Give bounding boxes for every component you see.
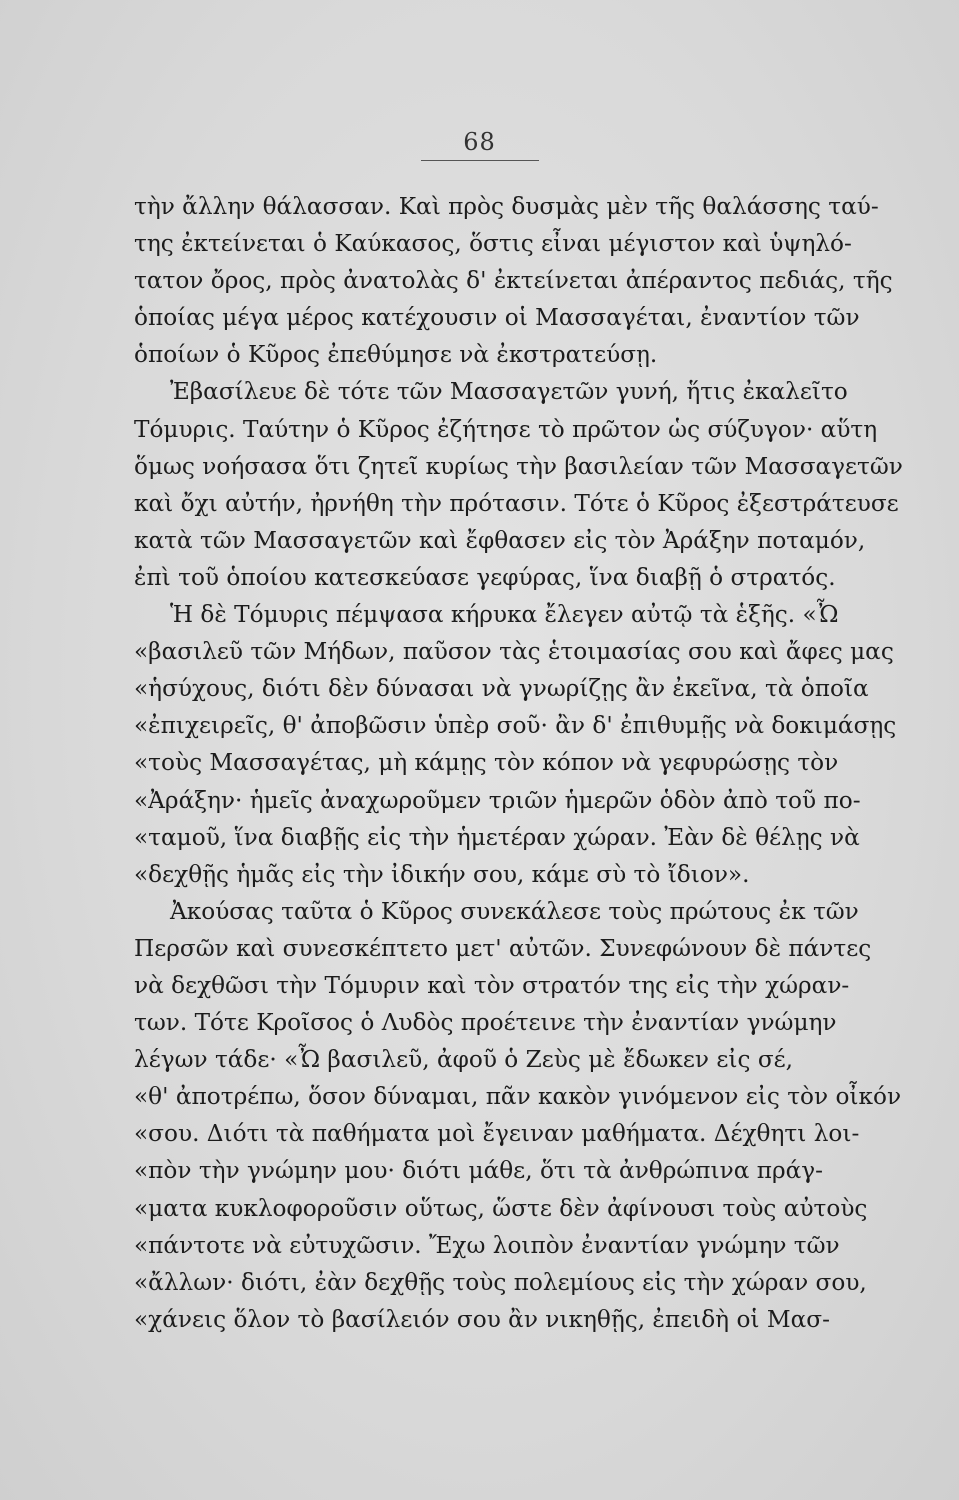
- text-line: ἐπὶ τοῦ ὁποίου κατεσκεύασε γεφύρας, ἵνα διαβῇ ὁ στρατός.: [134, 563, 836, 591]
- text-line: «χάνεις ὅλον τὸ βασίλειόν σου ἂν νικηθῇς, ἐπειδὴ οἱ Μασ-: [134, 1305, 830, 1333]
- text-line: «σου. Διότι τὰ παθήματα μοὶ ἔγειναν μαθήματα. Δέχθητι λοι-: [134, 1120, 860, 1148]
- text-line: ὁποίας μέγα μέρος κατέχουσιν οἱ Μασσαγέται, ἐναντίον τῶν: [134, 304, 860, 332]
- text-line: «δεχθῇς ἡμᾶς εἰς τὴν ἰδικήν σου, κάμε σὺ τὸ ἴδιον».: [134, 860, 750, 888]
- text-line: της ἐκτείνεται ὁ Καύκασος, ὅστις εἶναι μέγιστον καὶ ὑψηλό-: [134, 230, 852, 258]
- text-line: «πὸν τὴν γνώμην μου· διότι μάθε, ὅτι τὰ ἀνθρώπινα πράγ-: [134, 1157, 823, 1185]
- text-line: νὰ δεχθῶσι τὴν Τόμυριν καὶ τὸν στρατόν της εἰς τὴν χώραν-: [134, 971, 850, 999]
- text-line: τατον ὄρος, πρὸς ἀνατολὰς δ' ἐκτείνεται ἀπέραντος πεδιάς, τῆς: [134, 267, 893, 295]
- text-line: τὴν ἄλλην θάλασσαν. Καὶ πρὸς δυσμὰς μὲν τῆς θαλάσσης ταύ-: [134, 193, 879, 220]
- page-header: [0, 128, 959, 161]
- text-line: «θ' ἀποτρέπω, ὅσον δύναμαι, πᾶν κακὸν γινόμενον εἰς τὸν οἶκόν: [134, 1083, 902, 1111]
- text-line: των. Τότε Κροῖσος ὁ Λυδὸς προέτεινε τὴν ἐναντίαν γνώμην: [134, 1009, 837, 1037]
- text-line: λέγων τάδε· «Ὦ βασιλεῦ, ἀφοῦ ὁ Ζεὺς μὲ ἔδωκεν εἰς σέ,: [134, 1046, 794, 1074]
- text-line: καὶ ὄχι αὐτήν, ἠρνήθη τὴν πρότασιν. Τότε ὁ Κῦρος ἐξεστράτευσε: [134, 489, 899, 517]
- text-line: Τόμυρις. Ταύτην ὁ Κῦρος ἐζήτησε τὸ πρῶτον ὡς σύζυγον· αὕτη: [134, 415, 878, 443]
- text-line: «ἡσύχους, διότι δὲν δύνασαι νὰ γνωρίζῃς ἂν ἐκεῖνα, τὰ ὁποῖα: [134, 675, 869, 703]
- text-line: «τοὺς Μασσαγέτας, μὴ κάμῃς τὸν κόπον νὰ γεφυρώσῃς τὸν: [134, 749, 839, 777]
- text-line: Ἐβασίλευε δὲ τότε τῶν Μασσαγετῶν γυνή, ἥτις ἐκαλεῖτο: [170, 378, 848, 406]
- text-line: «Ἀράξην· ἡμεῖς ἀναχωροῦμεν τριῶν ἡμερῶν ὁδὸν ἀπὸ τοῦ πο-: [134, 786, 861, 814]
- text-line: Ἀκούσας ταῦτα ὁ Κῦρος συνεκάλεσε τοὺς πρώτους ἐκ τῶν: [170, 897, 859, 925]
- text-line: Ἡ δὲ Τόμυρις πέμψασα κήρυκα ἔλεγεν αὐτῷ τὰ ἑξῆς. «Ὦ: [170, 601, 839, 629]
- page-number: 68: [463, 128, 496, 156]
- text-line: Περσῶν καὶ συνεσκέπτετο μετ' αὐτῶν. Συνεφώνουν δὲ πάντες: [134, 934, 872, 962]
- text-line: κατὰ τῶν Μασσαγετῶν καὶ ἔφθασεν εἰς τὸν Ἀράξην ποταμόν,: [134, 526, 866, 554]
- text-line: «ἄλλων· διότι, ἐὰν δεχθῇς τοὺς πολεμίους εἰς τὴν χώραν σου,: [134, 1268, 867, 1296]
- text-line: «ματα κυκλοφοροῦσιν οὕτως, ὥστε δὲν ἀφίνουσι τοὺς αὐτοὺς: [134, 1194, 868, 1222]
- header-rule: [421, 160, 539, 161]
- text-line: «βασιλεῦ τῶν Μήδων, παῦσον τὰς ἑτοιμασίας σου καὶ ἄφες μας: [134, 638, 894, 666]
- text-line: «ἐπιχειρεῖς, θ' ἀποβῶσιν ὑπὲρ σοῦ· ἂν δ' ἐπιθυμῇς νὰ δοκιμάσῃς: [134, 712, 897, 740]
- text-line: ὁποίων ὁ Κῦρος ἐπεθύμησε νὰ ἐκστρατεύσῃ.: [134, 341, 658, 369]
- text-line: «ταμοῦ, ἵνα διαβῇς εἰς τὴν ἡμετέραν χώραν. Ἐὰν δὲ θέλῃς νὰ: [134, 823, 860, 851]
- text-line: ὅμως νοήσασα ὅτι ζητεῖ κυρίως τὴν βασιλείαν τῶν Μασσαγετῶν: [134, 452, 903, 480]
- body-text: [134, 188, 904, 1338]
- text-line: «πάντοτε νὰ εὐτυχῶσιν. Ἔχω λοιπὸν ἐναντίαν γνώμην τῶν: [134, 1231, 840, 1259]
